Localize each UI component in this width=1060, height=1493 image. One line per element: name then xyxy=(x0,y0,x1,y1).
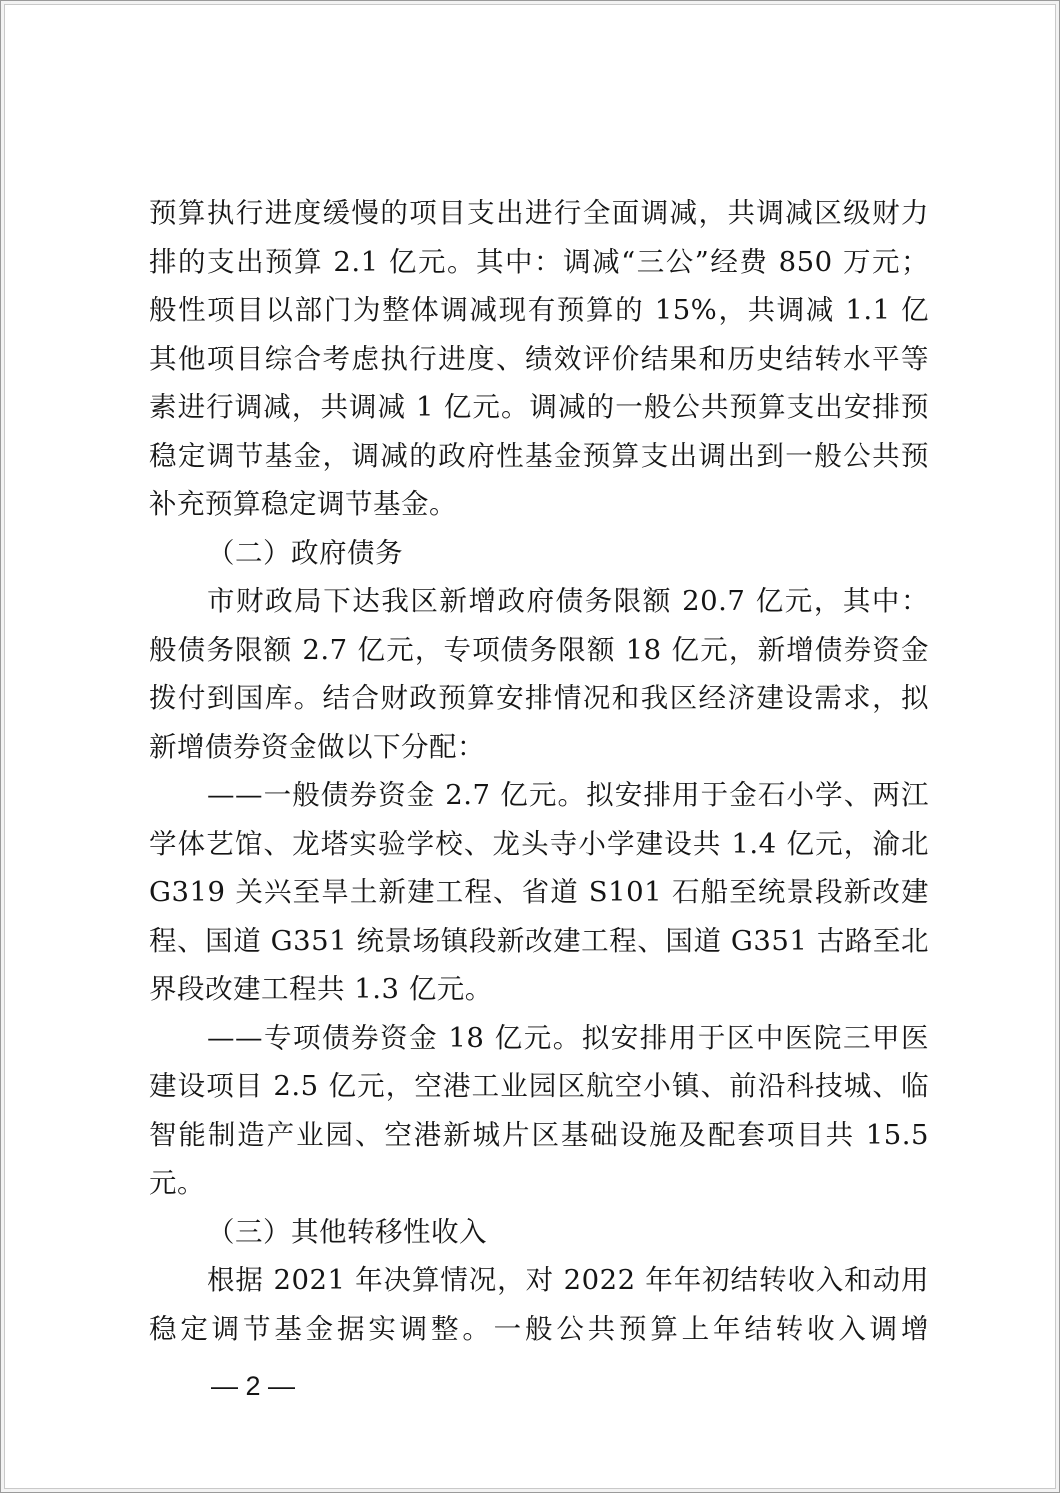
paragraph-line: G319 关兴至旱土新建工程、省道 S101 石船至统景段新改建 xyxy=(149,876,929,908)
paragraph-line: 补充预算稳定调节基金。 xyxy=(149,488,457,520)
paragraph-line: ——一般债券资金 2.7 亿元。拟安排用于金石小学、两江 xyxy=(207,779,929,811)
paragraph-line: 界段改建工程共 1.3 亿元。 xyxy=(149,973,493,1005)
paragraph-line: ——专项债券资金 18 亿元。拟安排用于区中医院三甲医 xyxy=(207,1021,929,1054)
paragraph-line: 素进行调减，共调减 1 亿元。调减的一般公共预算支出安排预 xyxy=(149,391,929,423)
section-heading: （二）政府债务 xyxy=(207,536,403,569)
paragraph-line: 排的支出预算 2.1 亿元。其中：调减“三公”经费 850 万元； xyxy=(149,245,929,278)
paragraph-line: 般性项目以部门为整体调减现有预算的 15%，共调减 1.1 亿 xyxy=(149,294,929,326)
paragraph-line: 市财政局下达我区新增政府债务限额 20.7 亿元，其中： xyxy=(207,585,929,617)
paragraph-line: 稳定调节基金据实调整。一般公共预算上年结转收入调增 xyxy=(149,1312,929,1345)
paragraph-line: 智能制造产业园、空港新城片区基础设施及配套项目共 15.5 xyxy=(149,1118,929,1151)
paragraph-line: 拨付到国库。结合财政预算安排情况和我区经济建设需求，拟 xyxy=(149,682,929,714)
paragraph-line: 稳定调节基金，调减的政府性基金预算支出调出到一般公共预 xyxy=(149,439,929,472)
section-heading: （三）其他转移性收入 xyxy=(207,1215,487,1248)
paragraph-line: 般债务限额 2.7 亿元，专项债务限额 18 亿元，新增债券资金 xyxy=(149,633,929,666)
paragraph-line: 新增债券资金做以下分配： xyxy=(149,730,485,763)
paragraph-line: 预算执行进度缓慢的项目支出进行全面调减，共调减区级财力 xyxy=(149,197,929,229)
paragraph-line: 其他项目综合考虑执行进度、绩效评价结果和历史结转水平等 xyxy=(149,342,929,375)
paragraph-line: 元。 xyxy=(149,1167,205,1199)
page-number: — 2 — xyxy=(211,1371,296,1401)
paragraph-line: 学体艺馆、龙塔实验学校、龙头寺小学建设共 1.4 亿元，渝北 xyxy=(149,827,929,860)
paragraph-line: 根据 2021 年决算情况，对 2022 年年初结转收入和动用 xyxy=(207,1264,929,1296)
paragraph-line: 程、国道 G351 统景场镇段新改建工程、国道 G351 古路至北 xyxy=(149,924,929,957)
paragraph-line: 建设项目 2.5 亿元，空港工业园区航空小镇、前沿科技城、临 xyxy=(149,1070,929,1102)
body-text xyxy=(149,189,929,1353)
